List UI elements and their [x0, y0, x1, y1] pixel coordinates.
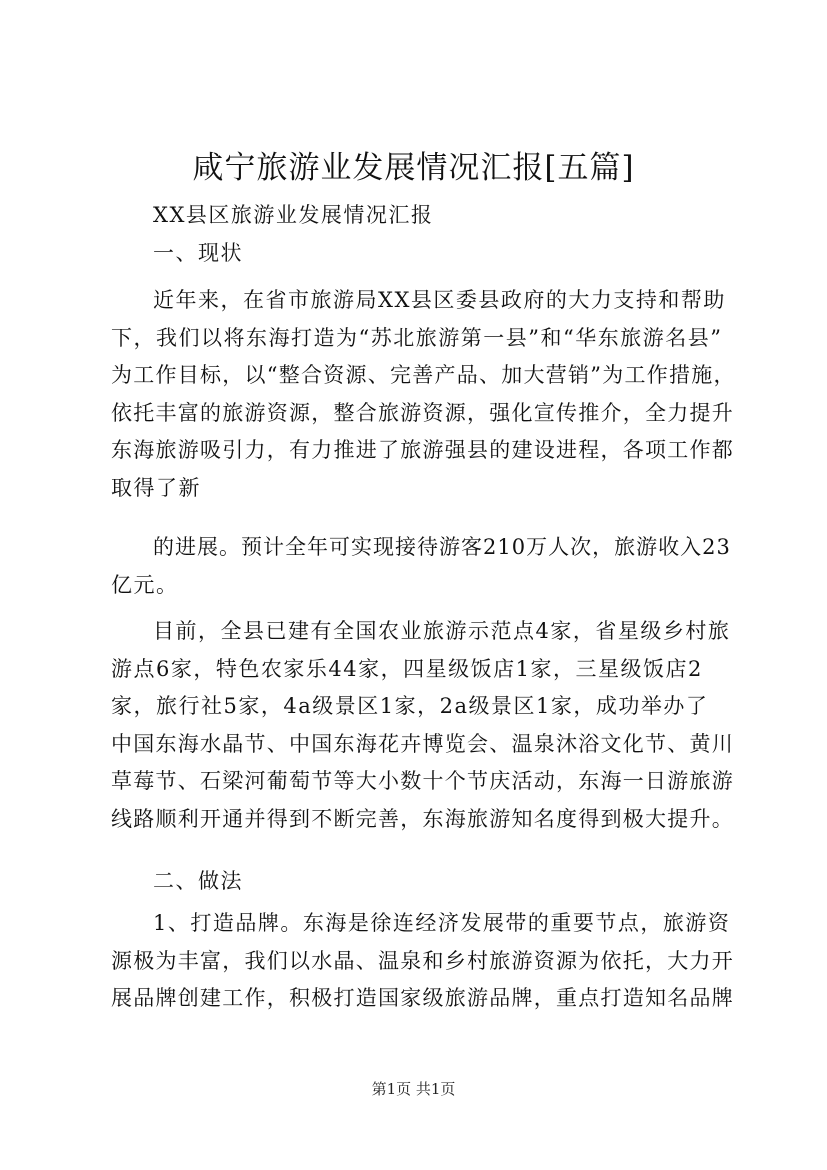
text-line: 近年来，在省市旅游局XX县区委县政府的大力支持和帮助 [153, 288, 726, 312]
text-line: 取得了新 [111, 475, 201, 500]
text-line: 家，旅行社5家，4a级景区1家，2a级景区1家，成功举办了 [111, 694, 709, 718]
body-paragraph [111, 282, 736, 507]
section-heading-status [111, 235, 736, 273]
text-line: 依托丰富的旅游资源，整合旅游资源，强化宣传推介，全力提升 [111, 400, 734, 425]
text-line: 的进展。预计全年可实现接待游客210万人次，旅游收入23 [153, 535, 731, 559]
text-line: 游点6家，特色农家乐44家，四星级饭店1家，三星级饭店2 [111, 656, 703, 681]
text-line: XX县区旅游业发展情况汇报 [153, 203, 434, 227]
text-line: 中国东海水晶节、中国东海花卉博览会、温泉沐浴文化节、黄川 [111, 731, 734, 756]
text-line: 源极为丰富，我们以水晶、温泉和乡村旅游资源为依托，大力开 [111, 948, 734, 973]
text-line: 亿元。 [111, 572, 179, 597]
subtitle-paragraph [111, 197, 736, 235]
text-line: 线路顺利开通并得到不断完善，东海旅游知名度得到极大提升。 [111, 806, 734, 831]
text-line: 目前，全县已建有全国农业旅游示范点4家，省星级乡村旅 [153, 619, 731, 643]
text-line: 下，我们以将东海打造为“苏北旅游第一县”和“华东旅游名县” [111, 325, 723, 350]
body-paragraph [111, 529, 736, 604]
text-line: 东海旅游吸引力，有力推进了旅游强县的建设进程，各项工作都 [111, 438, 734, 462]
body-paragraph [111, 905, 736, 1018]
text-line: 草莓节、石梁河葡萄节等大小数十个节庆活动，东海一日游旅游 [111, 769, 734, 793]
text-line: 展品牌创建工作，积极打造国家级旅游品牌，重点打造知名品牌 [111, 986, 734, 1010]
text-line: 一、现状 [153, 241, 243, 265]
page-footer: 第1页 共1页 [371, 1080, 456, 1098]
text-line: 二、做法 [153, 869, 243, 893]
section-heading-methods [111, 863, 736, 901]
document-title: 咸宁旅游业发展情况汇报[五篇] [192, 150, 635, 186]
body-paragraph [111, 613, 736, 838]
text-line: 为工作目标，以“整合资源、完善产品、加大营销”为工作措施， [111, 363, 736, 387]
text-line: 1、打造品牌。东海是徐连经济发展带的重要节点，旅游资 [153, 911, 731, 935]
